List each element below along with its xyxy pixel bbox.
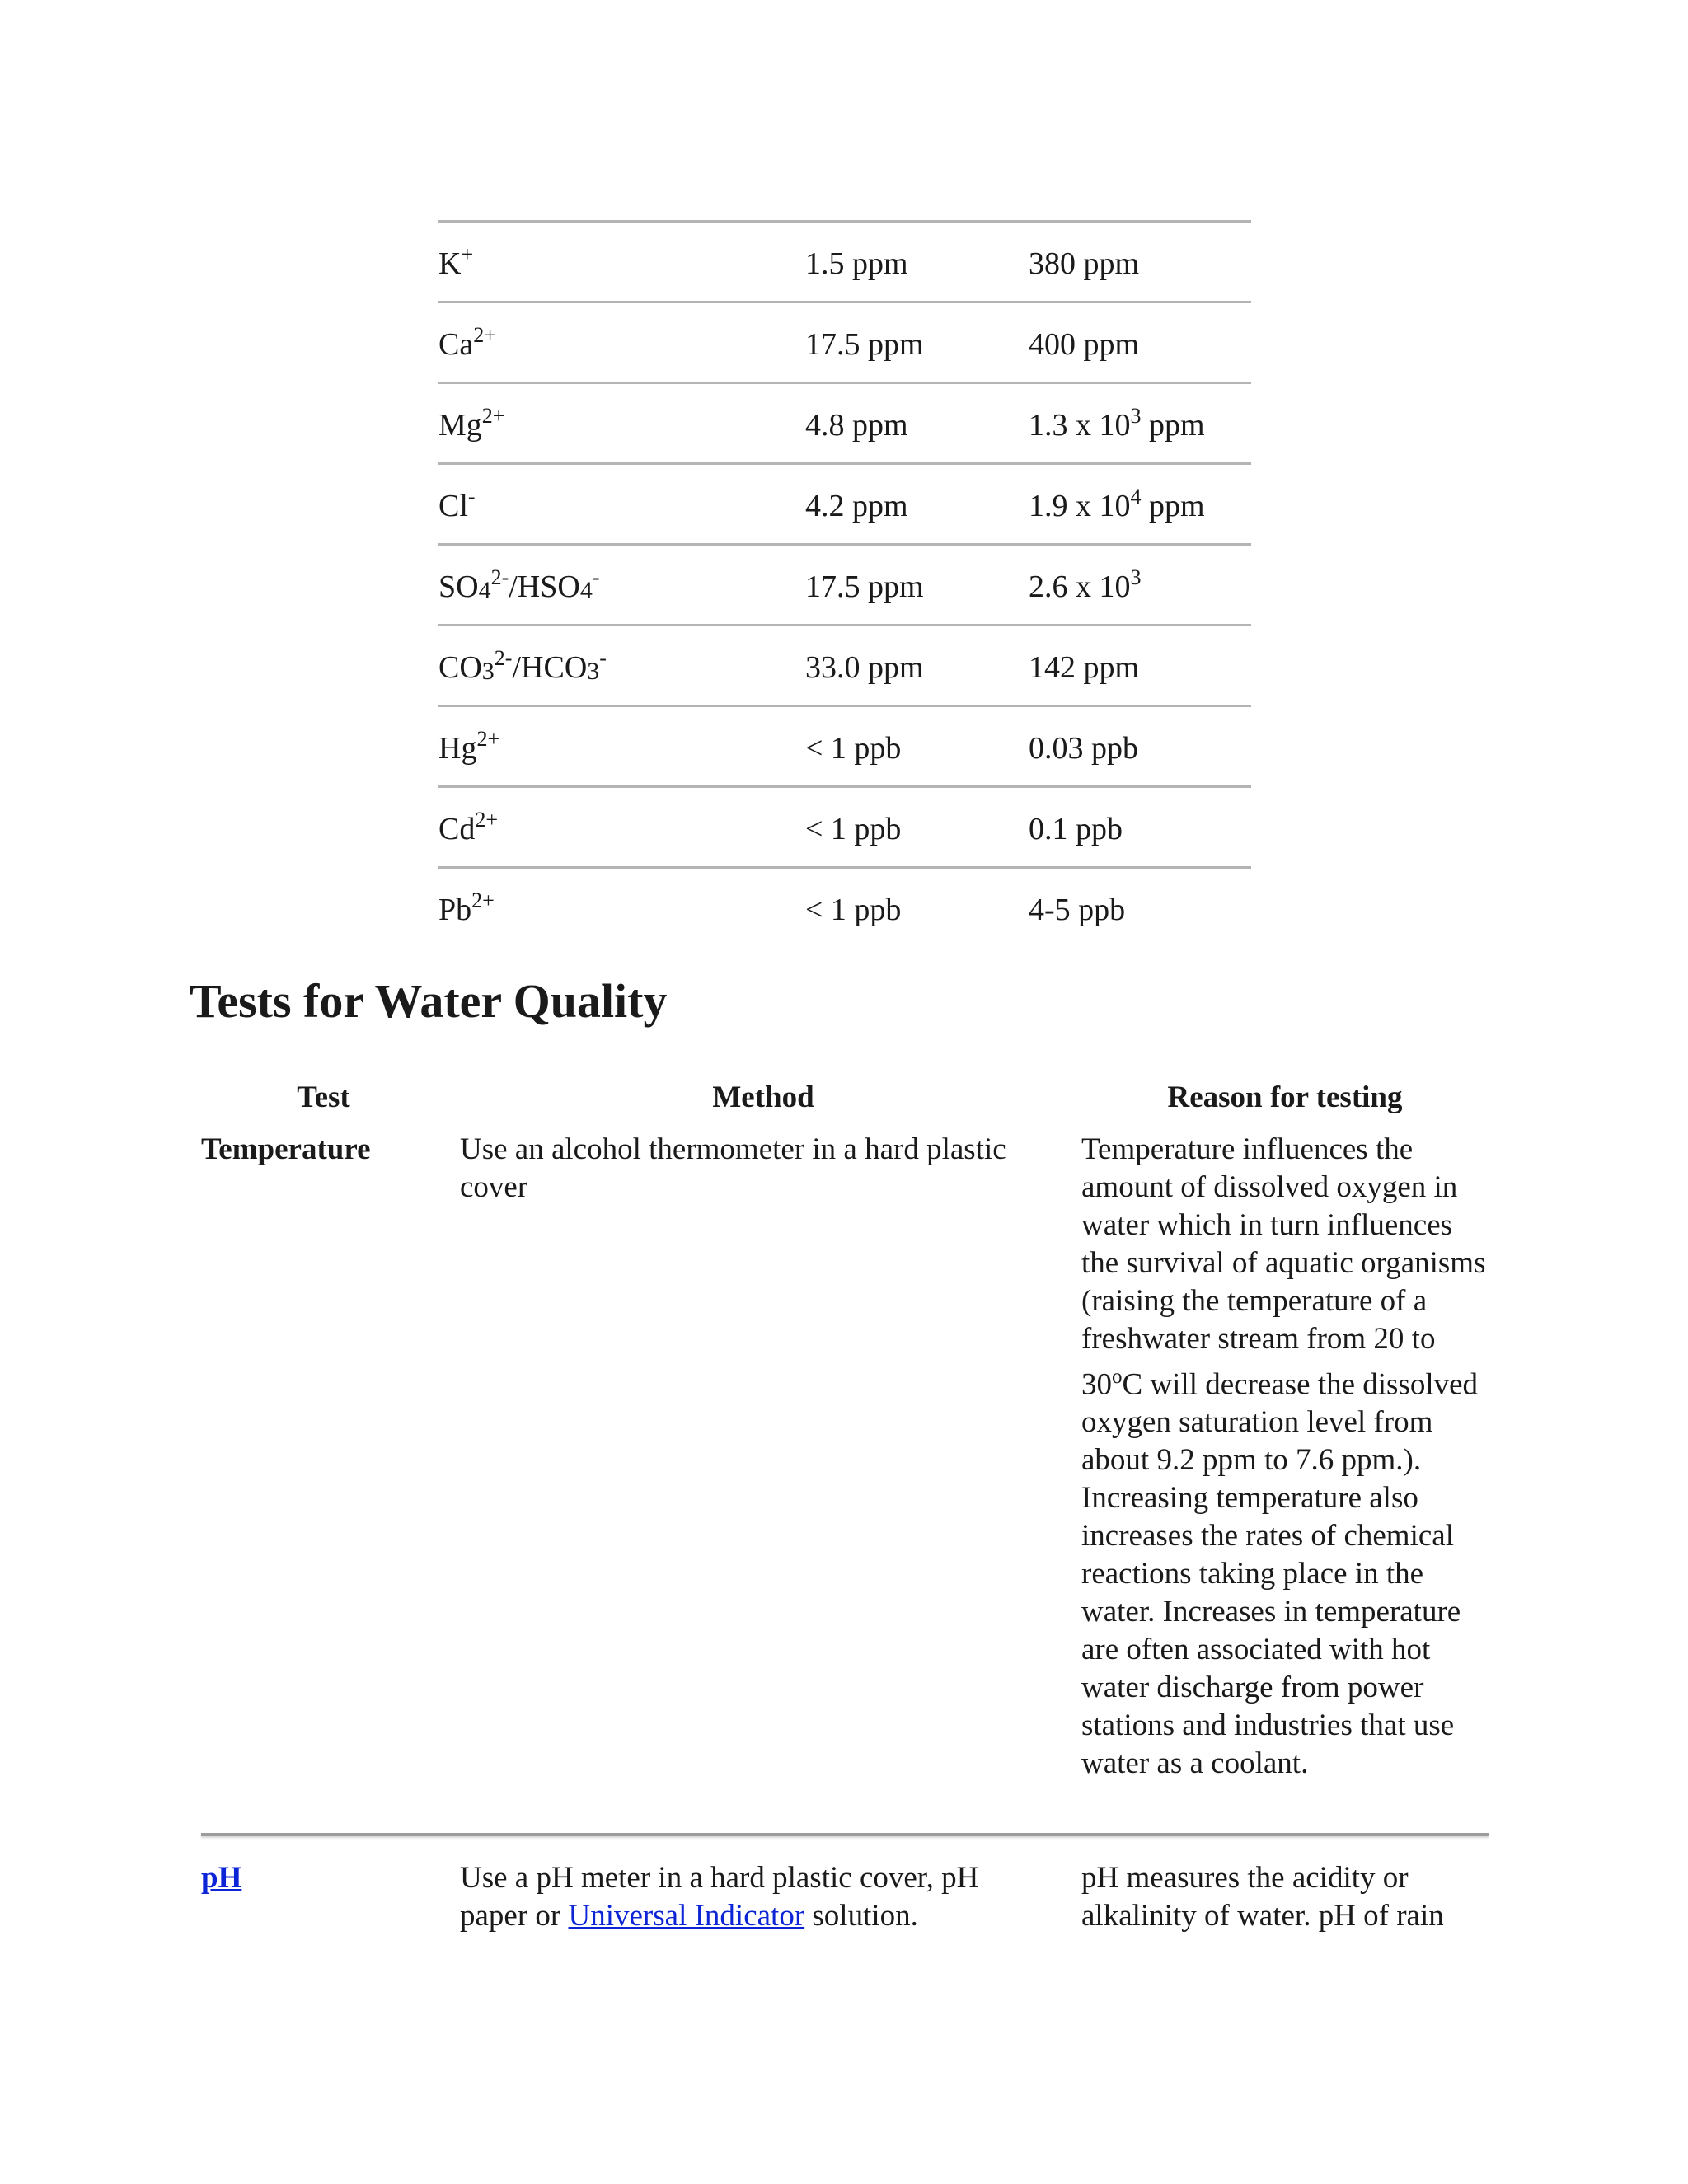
concentration-cell: < 1 ppb [805,812,902,846]
ion-charge: 2+ [471,888,495,912]
ion-symbol: Cl [438,489,468,523]
section-heading: Tests for Water Quality [190,974,668,1028]
ion-cell [438,808,499,847]
value-exponent: 3 [1130,565,1142,589]
ph-link[interactable]: pH [201,1861,242,1895]
method-text: solution. [804,1899,918,1933]
ion-cell [438,646,607,686]
ion-symbol: Cd [438,812,476,846]
test-name-ph [201,1859,241,1897]
concentration-cell: 0.03 ppb [1029,731,1138,766]
concentration-cell: 1.5 ppm [805,246,908,281]
concentration-cell: 400 ppm [1029,327,1140,362]
ion-symbol: Ca [438,327,474,362]
test-name-temperature: Temperature [201,1132,371,1166]
ion-cell [438,485,476,524]
ion-charge: - [599,646,607,670]
ion-charge: 2- [490,565,509,589]
method-cell [460,1859,1053,1935]
value-mantissa: 2.6 x 10 [1029,569,1131,604]
ion-charge: + [461,242,474,266]
ion-symbol: K [438,246,462,281]
ion-charge: 2- [494,646,513,670]
value-exponent: 3 [1130,404,1142,428]
method-text: Use a pH meter in a hard plastic cover, pH paper or [460,1861,979,1933]
reason-text: Temperature influences the amount of dissolved oxygen in water which in turn influences the survival of aquatic organisms (raising the temperature of a freshwater stream from 20 to 30 [1081,1132,1486,1402]
table-row [438,303,1251,384]
ion-charge: - [467,485,476,509]
concentration-cell: 17.5 ppm [805,569,924,604]
concentration-cell [1029,565,1142,605]
concentration-cell: 17.5 ppm [805,327,924,362]
degree-superscript: o [1112,1366,1123,1388]
table-row [438,223,1251,303]
ion-cell [438,323,496,363]
ion-cell [438,727,500,766]
ion-charge: 2+ [475,808,499,832]
concentration-cell: 142 ppm [1029,650,1140,685]
concentration-cell: < 1 ppb [805,731,902,766]
concentration-cell [1029,404,1205,443]
ion-charge: 2+ [473,323,496,347]
ion-symbol: CO [438,650,482,685]
table-row [438,465,1251,546]
concentration-cell: 4-5 ppb [1029,893,1126,927]
concentration-cell: 380 ppm [1029,246,1140,281]
ion-subscript: 3 [481,658,495,685]
row-divider [201,1833,1489,1836]
ion-charge: - [592,565,600,589]
ion-subscript: 3 [587,658,600,685]
ion-subscript: 4 [579,577,593,604]
method-cell: Use an alcohol thermometer in a hard plastic cover [460,1132,1006,1204]
reason-text: C will decrease the dissolved oxygen saturation level from about 9.2 ppm to 7.6 ppm.). Increasing temperature also increases the rates of chemical reactions taking place in the water. Increases in temperature are often associated with hot water discharge from power stations and industries that use water as a coolant. [1081,1367,1479,1781]
concentration-cell: 4.2 ppm [805,489,908,523]
reason-cell [1081,1131,1493,1783]
ion-cell [438,565,600,605]
ion-symbol: /HCO [512,650,588,685]
ion-subscript: 4 [478,577,491,604]
reason-cell: pH measures the acidity or alkalinity of water. pH of rain [1081,1861,1444,1933]
table-row [438,788,1251,869]
ion-symbol: Hg [438,731,477,766]
concentration-cell [1029,485,1205,524]
column-header-reason: Reason for testing [1167,1080,1403,1114]
table-row [438,546,1251,626]
ion-charge: 2+ [476,727,500,751]
value-unit: ppm [1141,489,1205,523]
ion-symbol: Mg [438,408,482,443]
ion-cell [438,242,474,282]
concentration-cell: 33.0 ppm [805,650,924,685]
value-mantissa: 1.3 x 10 [1029,408,1131,443]
ion-cell [438,404,505,443]
ion-symbol: SO [438,569,479,604]
concentration-cell: 0.1 ppb [1029,812,1123,846]
table-row [438,869,1251,947]
universal-indicator-link[interactable]: Universal Indicator [568,1899,805,1933]
ion-charge: 2+ [481,404,505,428]
ion-concentration-table [438,220,1251,947]
column-header-test: Test [297,1080,350,1114]
column-header-method: Method [712,1080,814,1114]
table-row [438,626,1251,707]
ion-cell [438,888,495,928]
table-row [438,384,1251,465]
concentration-cell: 4.8 ppm [805,408,908,443]
value-exponent: 4 [1130,485,1142,509]
concentration-cell: < 1 ppb [805,893,902,927]
value-unit: ppm [1141,408,1205,443]
value-mantissa: 1.9 x 10 [1029,489,1131,523]
ion-symbol: Pb [438,893,472,927]
table-row [438,707,1251,788]
ion-symbol: /HSO [509,569,580,604]
